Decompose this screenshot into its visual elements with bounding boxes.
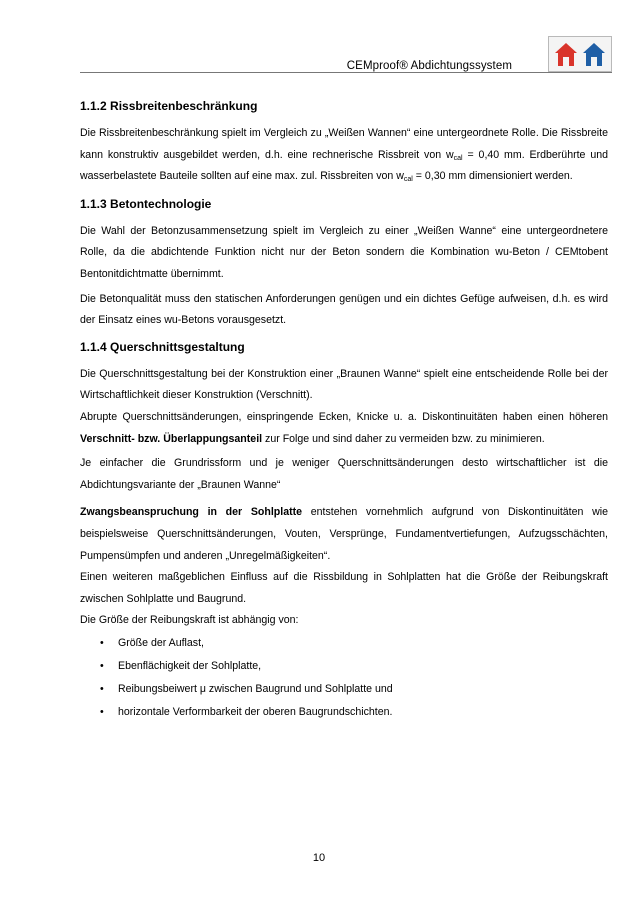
paragraph-querschnittsgestaltung: Die Querschnittsgestaltung bei der Konstruktion einer „Braunen Wanne“ spielt eine entscheidende Rolle bei der Wirtschaftlichkeit dieser Konstruktion (Verschnitt). <box>80 367 608 402</box>
paragraph-grundrissform: Je einfacher die Grundrissform und je weniger Querschnittsänderungen desto wirtschaftlicher ist die Abdichtungsvariante der „Braunen Wanne“ <box>80 457 608 491</box>
paragraph-reibungskraft-abhaengig: Die Größe der Reibungskraft ist abhängig von: <box>80 614 299 627</box>
paragraph-rissbreite: Die Rissbreitenbeschränkung spielt im Vergleich zu „Weißen Wannen“ eine untergeordnete Rolle. Die Rissbreite kann konstruktiv ausgebildet werden, d.h. eine rechnerische Rissbreit von $w_{cal} = 0,40$ mm. Erdberührte und wasserbelastete Bauteile sollten auf eine max. zul. Rissbreiten von $w_{cal} = 0,30$ mm dimensioniert werden. <box>80 127 609 184</box>
company-logo <box>548 36 612 72</box>
paragraph-reibungskraft: Einen weiteren maßgeblichen Einfluss auf die Rissbildung in Sohlplatten hat die Größe der Reibungskraft zwischen Sohlplatte und Baugrund. <box>80 571 608 605</box>
paragraph-betonqualitaet: Die Betonqualität muss den statischen Anforderungen genügen und ein dichtes Gefüge aufweisen, d.h. es wird der Einsatz eines wu-Betons vorausgesetzt. <box>80 292 608 327</box>
document-body <box>80 96 608 724</box>
red-house-icon <box>555 43 577 66</box>
paragraph-zwangsbeanspruchung: Zwangsbeanspruchung in der Sohlplatte entstehen vornehmlich aufgrund von Diskontinuitäten wie beispielsweise Querschnittsänderungen, Vouten, Versprünge, Fundamentvertiefungen, Aufzugsschächten, Pumpensümpfen und anderen „Unregelmäßigkeiten“. <box>80 506 608 562</box>
paragraph-betonzusammensetzung: Die Wahl der Betonzusammensetzung spielt im Vergleich zu einer „Weißen Wanne“ eine untergeordnetere Rolle, da die abdichtende Funktion nicht nur der Beton sondern die Kombination wu-Beton / CEMtobent Bentonitdichtmatte übernimmt. <box>80 224 608 280</box>
list-item: • horizontale Verformbarkeit der oberen Baugrundschichten. <box>100 701 608 724</box>
heading-betontechnologie: 1.1.3 Betontechnologie <box>80 196 212 211</box>
list-item: • Reibungsbeiwert μ zwischen Baugrund und Sohlplatte und <box>100 678 608 701</box>
paragraph-querschnittsaenderungen: Abrupte Querschnittsänderungen, einspringende Ecken, Knicke u. a. Diskontinuitäten haben einen höheren Verschnitt- bzw. Überlappungsanteil zur Folge und sind daher zu vermeiden bzw. zu minimieren. <box>80 410 608 445</box>
header-divider <box>80 72 612 73</box>
header-title: CEMproof® Abdichtungssystem <box>346 60 512 72</box>
heading-querschnittsgestaltung: 1.1.4 Querschnittsgestaltung <box>80 339 245 354</box>
page-number: 10 <box>312 852 326 864</box>
bullet-list <box>80 632 608 724</box>
list-item: • Größe der Auflast, <box>100 632 608 655</box>
list-item: • Ebenflächigkeit der Sohlplatte, <box>100 655 608 678</box>
heading-rissbreitenbeschraenkung: 1.1.2 Rissbreitenbeschränkung <box>80 99 258 113</box>
blue-house-icon <box>583 43 605 66</box>
